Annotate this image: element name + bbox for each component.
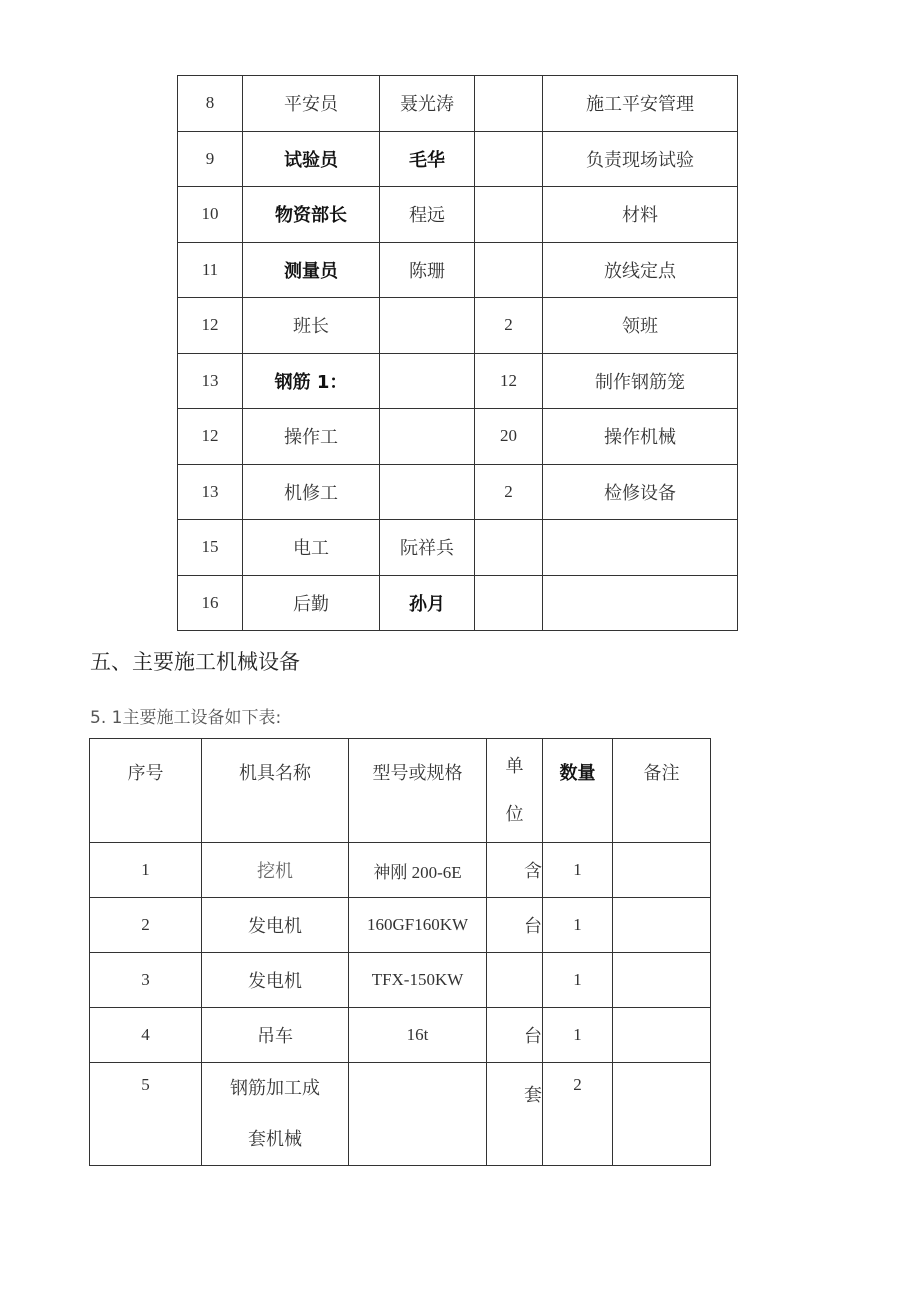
staff-no: 11 [178,242,243,298]
staff-duty: 操作机械 [543,409,738,465]
staff-role: 班长 [243,298,380,354]
staff-table [177,75,738,631]
equip-no: 5 [90,1063,202,1166]
equip-name: 钢筋加工成 套机械 [202,1063,349,1166]
staff-duty: 领班 [543,298,738,354]
equip-unit: 台 [487,898,543,953]
table-row [90,953,711,1008]
staff-duty: 负责现场试验 [543,131,738,187]
staff-no: 13 [178,353,243,409]
equip-qty: 1 [543,1008,613,1063]
sub-heading: 5. 1主要施工设备如下表: [90,708,282,728]
staff-name: 阮祥兵 [380,520,475,576]
equipment-table [89,738,711,1166]
equip-name: 挖机 [202,843,349,898]
staff-name: 聂光涛 [380,76,475,132]
table-row [90,843,711,898]
staff-duty: 施工平安管理 [543,76,738,132]
table-row [178,187,738,243]
equip-remark [613,843,711,898]
staff-count [475,131,543,187]
equip-model: 160GF160KW [349,898,487,953]
equip-no: 1 [90,843,202,898]
staff-no: 12 [178,298,243,354]
table-row [178,520,738,576]
equip-unit: 台 [487,1008,543,1063]
equip-remark [613,1063,711,1166]
equip-qty: 1 [543,898,613,953]
staff-duty [543,520,738,576]
staff-name: 陈珊 [380,242,475,298]
equip-unit: 套 [487,1063,543,1166]
staff-role: 试验员 [243,131,380,187]
staff-duty: 制作钢筋笼 [543,353,738,409]
staff-count: 20 [475,409,543,465]
staff-name [380,353,475,409]
equip-model: 16t [349,1008,487,1063]
table-row [90,898,711,953]
table-row [178,242,738,298]
table-header-row [90,739,711,843]
header-name: 机具名称 [202,739,349,843]
equip-qty: 1 [543,953,613,1008]
table-row [178,76,738,132]
staff-count: 12 [475,353,543,409]
header-no: 序号 [90,739,202,843]
equip-unit: 含 [487,843,543,898]
equip-model: 神刚 200-6E [349,843,487,898]
equip-qty: 1 [543,843,613,898]
staff-role: 物资部长 [243,187,380,243]
staff-role: 电工 [243,520,380,576]
header-qty: 数量 [543,739,613,843]
equip-no: 3 [90,953,202,1008]
staff-duty: 放线定点 [543,242,738,298]
staff-duty: 检修设备 [543,464,738,520]
staff-no: 12 [178,409,243,465]
equip-remark [613,953,711,1008]
equip-model [349,1063,487,1166]
header-remark: 备注 [613,739,711,843]
staff-count [475,242,543,298]
equip-name: 吊车 [202,1008,349,1063]
staff-no: 10 [178,187,243,243]
header-model: 型号或规格 [349,739,487,843]
staff-count: 2 [475,464,543,520]
table-row [178,575,738,631]
table-row [178,298,738,354]
equip-name: 发电机 [202,898,349,953]
staff-no: 8 [178,76,243,132]
table-row [178,353,738,409]
equip-unit [487,953,543,1008]
table-row [178,464,738,520]
staff-count [475,520,543,576]
staff-count: 2 [475,298,543,354]
table-row [178,409,738,465]
table-row [90,1063,711,1166]
staff-role: 平安员 [243,76,380,132]
staff-role: 机修工 [243,464,380,520]
staff-name: 毛华 [380,131,475,187]
staff-count [475,76,543,132]
staff-no: 15 [178,520,243,576]
equip-model: TFX-150KW [349,953,487,1008]
table-row [178,131,738,187]
staff-no: 9 [178,131,243,187]
staff-name [380,409,475,465]
staff-count [475,575,543,631]
staff-role: 后勤 [243,575,380,631]
header-unit: 单 位 [487,739,543,843]
staff-no: 13 [178,464,243,520]
staff-role: 测量员 [243,242,380,298]
equip-no: 2 [90,898,202,953]
equip-remark [613,1008,711,1063]
staff-name [380,464,475,520]
equip-name: 发电机 [202,953,349,1008]
staff-name: 程远 [380,187,475,243]
staff-no: 16 [178,575,243,631]
staff-role: 操作工 [243,409,380,465]
section-heading: 五、主要施工机械设备 [90,650,300,674]
staff-duty: 材料 [543,187,738,243]
equip-qty: 2 [543,1063,613,1166]
staff-name: 孙月 [380,575,475,631]
equip-remark [613,898,711,953]
staff-duty [543,575,738,631]
equip-no: 4 [90,1008,202,1063]
staff-count [475,187,543,243]
staff-name [380,298,475,354]
staff-role: 钢筋 1： [243,353,380,409]
table-row [90,1008,711,1063]
